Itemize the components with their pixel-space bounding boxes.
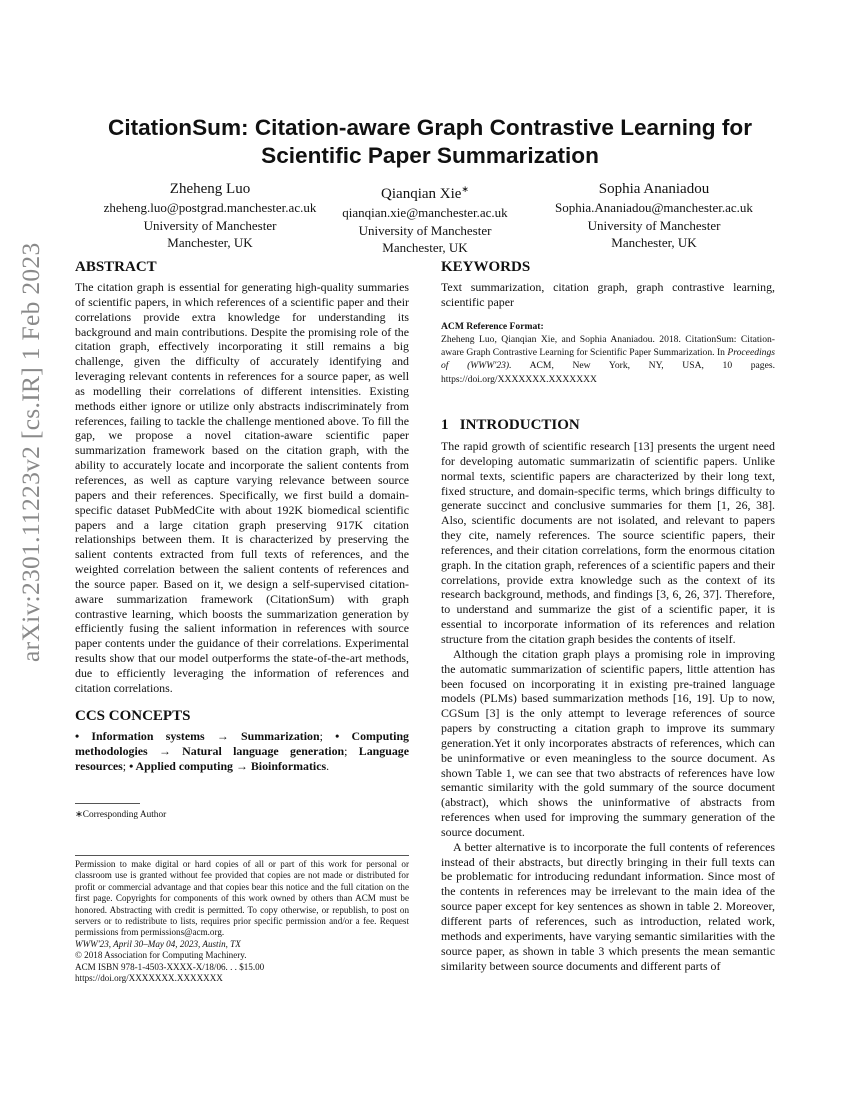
introduction-section (441, 416, 775, 973)
author-block-1 (90, 180, 330, 252)
ccs-sep: ; (319, 729, 336, 743)
author-block-3 (538, 180, 770, 252)
acm-ref-part-1: Zheheng Luo, Qianqian Xie, and Sophia Ananiadou. 2018. CitationSum: Citation-aware Graph Contrastive Learning for Scientific Paper Summarization. In (441, 334, 775, 359)
paper-title (70, 114, 790, 170)
permission-block (75, 859, 409, 984)
intro-paragraph-1: The rapid growth of scientific research [13] presents the urgent need for developing automatic summarizatin of scientific papers. Unlike normal texts, scientific papers are characterized by their long text, fixed structure, and domain-specific terms, which brings difficulty to generate succinct and conclusive summaries for them [1, 26, 38]. Also, scientific documents are not isolated, and relevant to papers they cite, namely references. The source scientific papers, their references, and their citation correlations, form the enormous citation graph. In the citation graph, references of a scientific papers and their correlations, provide extra knowledge such as the context of its research background, methods, and findings [3, 6, 26, 37]. Therefore, to understand and summarize the gist of a scientific paper, it is essential to incorporate information of its references and relation structure from the citation graph besides the contents of itself. (441, 439, 775, 646)
author-location: Manchester, UK (167, 235, 253, 250)
author-location: Manchester, UK (382, 240, 468, 255)
intro-paragraph-2: Although the citation graph plays a promising role in improving the automatic summarization of scientific papers, little attention has been focused on incorporating it in existing pre-trained language models (PLMs) based summarization methods [16, 19]. Up to now, CGSum [3] is the only attempt to leverage references of source papers by constructing a citation graph to improve its summary generation.Yet it only incorporates abstracts of references, which can be uninformative or even meaningless to the source document. As shown Table 1, we can see that two abstracts of references have low semantic similarity with the gold summary of the source document (abstract), which shows the uninformative of abstracts from references when used for improving the summary generation of the source document. (441, 646, 775, 839)
introduction-heading: 1 INTRODUCTION (441, 417, 580, 433)
footnote-rule (75, 803, 140, 804)
author-email: Sophia.Ananiadou@manchester.ac.uk (555, 200, 753, 215)
author-affiliation: University of Manchester (587, 217, 721, 233)
acm-reference-section (441, 321, 775, 386)
abstract-heading: ABSTRACT (75, 259, 157, 275)
abstract-text: The citation graph is essential for generating high-quality summaries of scientific papers, in which references of a scientific paper and their correlations provide extra knowledge for understanding its background and main contributions. Despite the promising role of the citation graph, effectively incorporating it still remains a big challenge, given the difficulty of accurately identifying and leveraging relevant contents in references for a source paper, as well as modelling their correlations of different intensities. Existing methods either ignore or utilize only abstracts indiscriminately from references, failing to tackle the challenge mentioned above. To fill the gap, we propose a novel citation-aware scientific paper summarization framework based on the citation graph, with the ability to accurately locate and incorporate the salient contents from references, as well as capture varying relevance between source papers and their references. Specifically, we first build a domain-specific dataset PubMedCite with about 192K biomedical scientific papers and a large citation graph preserving 917K citation relationships between them. It is characterized by preserving the salient contents extracted from full texts of references, and the weighted correlation between the salient contents of references and the source paper. Based on it, we design a self-supervised citation-aware summarization framework (CitationSum) with graph contrastive learning, which boosts the summarization generation by efficiently fusing the salient information in references with source paper contents under the guidance of their correlations. Experimental results show that our model outperforms the state-of-the-art methods, due to efficiently leveraging the information of references and citation correlations. (75, 280, 409, 695)
footnote: ∗Corresponding Author (75, 810, 167, 820)
arxiv-stamp (16, 242, 66, 662)
ccs-text (75, 729, 409, 774)
author-affiliation: University of Manchester (143, 217, 277, 233)
author-affiliation: University of Manchester (358, 222, 492, 238)
intro-paragraph-3: A better alternative is to incorporate the full contents of references instead of their abstracts, but directly bringing in their full texts can be problematic for introducing redundant information. Since most of the contents in references may be irrelevant to the main idea of the source paper except for key sentences as shown in table 2. Moreover, different parts of references, such as introduction, related work, methods and experiments, have varying semantic similarities with the source paper, as shown in table 3 which presents the mean semantic similarity between source documents and different parts of (441, 839, 775, 973)
ccs-section (75, 707, 409, 774)
copyright-line: © 2018 Association for Computing Machinery. (75, 950, 247, 961)
title-line-2: Scientific Paper Summarization (261, 143, 599, 168)
ccs-concept-2: • Computing methodologies → Natural language generation (75, 729, 410, 758)
keywords-heading: KEYWORDS (441, 259, 531, 275)
abstract-section (75, 258, 409, 696)
isbn-line: ACM ISBN 978-1-4503-XXXX-X/18/06. . . $15.00 (75, 961, 265, 972)
title-line-1: CitationSum: Citation-aware Graph Contrastive Learning for (108, 115, 752, 140)
permission-text: Permission to make digital or hard copies of all or part of this work for personal or classroom use is granted without fee provided that copies are not made or distributed for profit or commercial advantage and that copies bear this notice and the full citation on the first page. Copyrights for components of this work owned by others than ACM must be honored. Abstracting with credit is permitted. To copy otherwise, or republish, to post on servers or to redistribute to lists, requires prior specific permission and/or a fee. Request permissions from permissions@acm.org. (75, 859, 409, 938)
doi-line: https://doi.org/XXXXXXX.XXXXXXX (75, 973, 223, 984)
acm-reference-heading: ACM Reference Format: (441, 321, 544, 332)
author-email: zheheng.luo@postgrad.manchester.ac.uk (103, 200, 317, 215)
author-block-2 (320, 180, 530, 257)
permission-rule (75, 855, 409, 856)
ccs-end: . (326, 758, 330, 773)
keywords-section (441, 258, 775, 310)
author-name-row (320, 180, 530, 204)
arxiv-stamp-text: arXiv:2301.11223v2 [cs.IR] 1 Feb 2023 (16, 242, 45, 662)
venue-line: WWW'23, April 30–May 04, 2023, Austin, TX (75, 938, 241, 949)
author-location: Manchester, UK (611, 235, 697, 250)
acm-reference-text (441, 333, 775, 386)
ccs-concept-1: • Information systems → Summarization (75, 729, 320, 743)
ccs-concept-4: • Applied computing → Bioinformatics (129, 758, 327, 773)
acm-ref-proceedings: Proceedings of (WWW'23). (441, 347, 775, 372)
ccs-heading: CCS CONCEPTS (75, 708, 191, 724)
acm-ref-part-2: ACM, New York, NY, USA, 10 pages. https://doi.org/XXXXXXX.XXXXXXX (441, 360, 775, 385)
corresponding-mark: ∗ (461, 184, 469, 194)
ccs-sep: ; (122, 758, 130, 773)
ccs-concept-3: Language resources (75, 743, 410, 773)
ccs-sep: ; (344, 743, 359, 758)
author-email: qianqian.xie@manchester.ac.uk (342, 205, 508, 220)
author-name: Sophia Ananiadou (598, 181, 710, 197)
author-name: Zheheng Luo (169, 181, 251, 197)
author-name: Qianqian Xie (381, 186, 462, 202)
keywords-text: Text summarization, citation graph, graph contrastive learning, scientific paper (441, 280, 775, 309)
